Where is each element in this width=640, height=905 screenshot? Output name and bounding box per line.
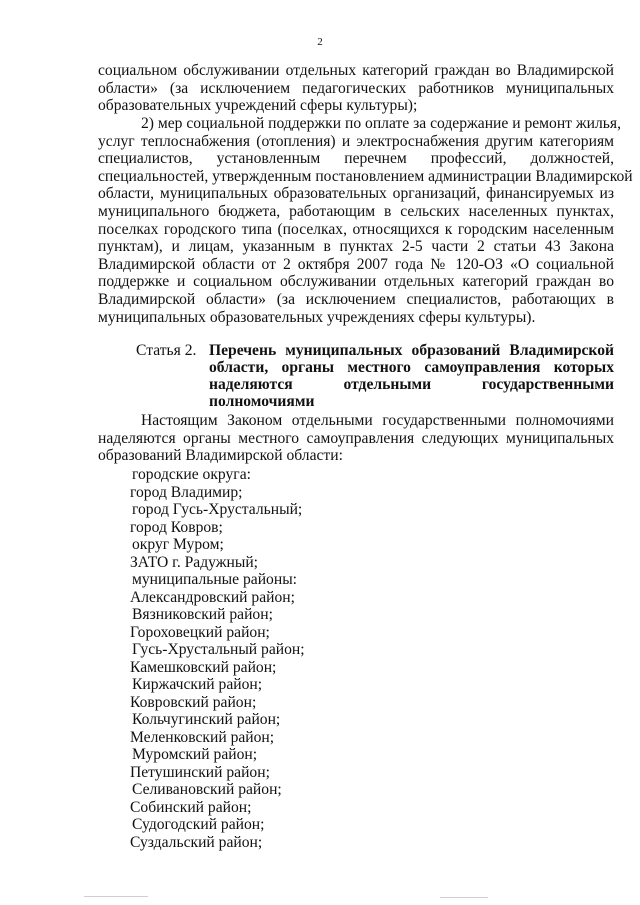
article-title-line: области, органы местного самоуправления которых <box>209 359 614 376</box>
text-line: области, муниципальных образовательных организаций, финансируемых из <box>98 185 614 203</box>
municipalities-list <box>130 466 305 851</box>
text-line: специальностей, утвержденным постановлением администрации Владимирской <box>98 167 633 185</box>
list-item: Вязниковский район; <box>132 606 273 623</box>
text-line: Владимирской области от 2 октября 2007 года № 120-ОЗ «О социальной <box>98 255 614 273</box>
list-item: Петушинский район; <box>130 763 270 781</box>
paragraph-item-2 <box>98 115 633 326</box>
text-line: услуг теплоснабжения (отопления) и электроснабжения другим категориям <box>98 132 614 150</box>
list-item: Собинский район; <box>130 798 252 816</box>
list-item: Киржачский район; <box>132 676 263 693</box>
page-number: 2 <box>317 36 323 48</box>
list-item: город Гусь-Хрустальный; <box>132 501 303 518</box>
list-item: город Владимир; <box>130 483 243 501</box>
text-line: Настоящим Законом отдельными государственными полномочиями <box>141 412 614 429</box>
article-title-line: полномочиями <box>209 393 315 410</box>
list-item: Судогодский район; <box>132 816 265 833</box>
text-line: пунктам), и лицам, указанным в пунктах 2-5 части 2 статьи 43 Закона <box>98 238 614 256</box>
text-line: 2) мер социальной поддержки по оплате за содержание и ремонт жилья, <box>141 115 621 132</box>
text-line: поддержке и социальном обслуживании отдельных категорий граждан во <box>98 273 614 291</box>
list-item: городские округа: <box>132 466 251 483</box>
list-item: Муромский район; <box>132 746 258 763</box>
text-line: специалистов, установленным перечнем профессий, должностей, <box>98 150 614 168</box>
article-title-line: Перечень муниципальных образований Владимирской <box>209 342 614 359</box>
scan-artifact <box>84 896 148 897</box>
article-title <box>209 342 614 410</box>
list-item: Селивановский район; <box>132 781 282 798</box>
text-line: поселках городского типа (поселках, относящихся к городским населенным <box>98 220 614 238</box>
text-line: области» (за исключением педагогических работников муниципальных <box>98 79 614 97</box>
list-item: Гусь-Хрустальный район; <box>132 641 305 658</box>
list-item: город Ковров; <box>130 518 223 536</box>
article-title-line: наделяются отдельными государственными <box>209 376 614 393</box>
text-line: образовательных учреждений сферы культуры); <box>98 97 418 115</box>
article-label: Статья 2. <box>136 342 197 359</box>
list-item: ЗАТО г. Радужный; <box>130 553 259 571</box>
paragraph-continuation <box>98 62 614 115</box>
text-line: Владимирской области» (за исключением специалистов, работающих в <box>98 290 614 308</box>
text-line: социальном обслуживании отдельных категорий граждан во Владимирской <box>98 62 614 79</box>
list-item: муниципальные районы: <box>132 571 297 588</box>
text-line: наделяются органы местного самоуправления следующих муниципальных <box>98 429 614 447</box>
list-item: Суздальский район; <box>130 833 263 851</box>
scan-artifact <box>440 897 488 898</box>
list-item: Александровский район; <box>130 588 295 606</box>
text-line: муниципального бюджета, работающим в сельских населенных пунктах, <box>98 202 614 220</box>
text-line: образований Владимирской области: <box>98 447 343 465</box>
list-item: Гороховецкий район; <box>130 623 270 641</box>
list-item: Ковровский район; <box>130 693 257 711</box>
text-line: муниципальных образовательных учреждениях сферы культуры). <box>98 308 536 326</box>
article-body <box>98 412 614 465</box>
list-item: округ Муром; <box>132 536 224 553</box>
list-item: Кольчугинский район; <box>132 711 281 728</box>
list-item: Камешковский район; <box>130 658 277 676</box>
list-item: Меленковский район; <box>130 728 275 746</box>
